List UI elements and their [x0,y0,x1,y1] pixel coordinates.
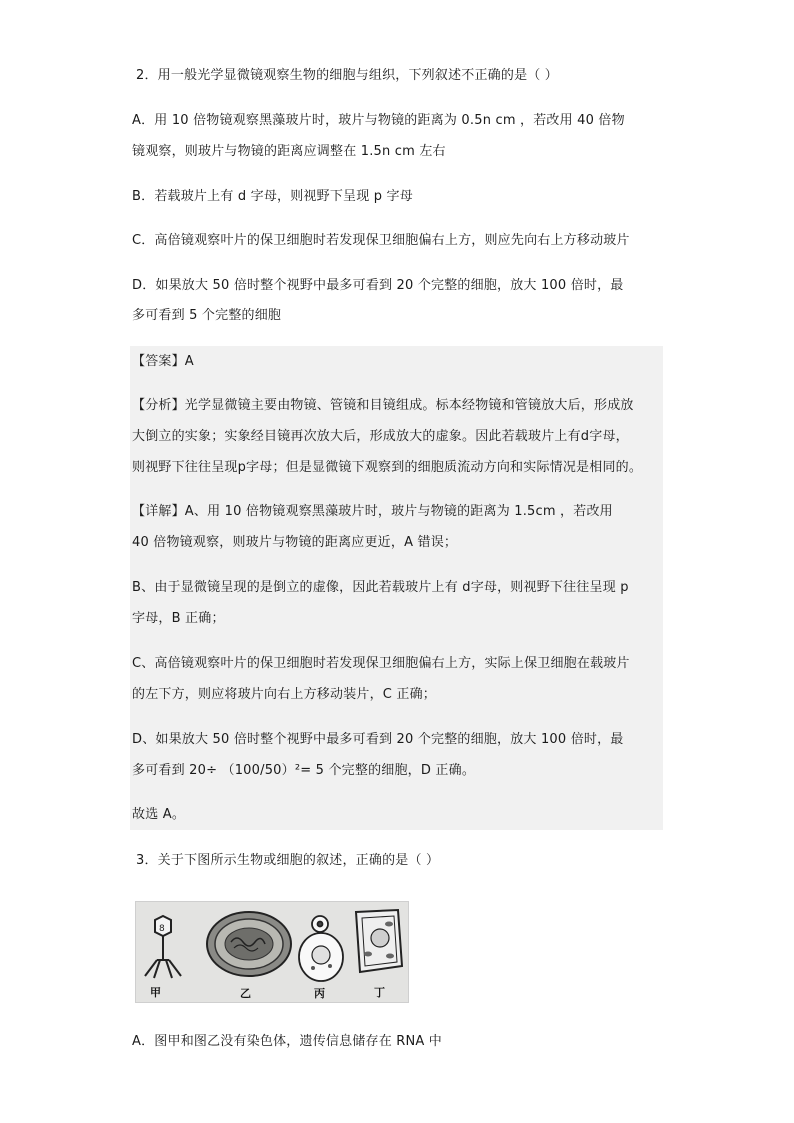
q2-option-d-line2: 多可看到 5 个完整的细胞 [132,308,282,323]
choice-summary: 故选 A。 [132,807,186,822]
bacteriophage-drawing [145,916,181,978]
detail-a-line2: 40 倍物镜观察，则玻片与物镜的距离应更近，A 错误； [132,535,458,550]
detail-b-line1: B、由于显微镜呈现的是倒立的虚像，因此若载玻片上有 d字母，则视野下往往呈现 p [132,580,629,595]
organism-illustrations [136,902,408,1002]
detail-c-line2: 的左下方，则应将玻片向右上方移动装片，C 正确； [132,687,437,702]
svg-text:8: 8 [159,924,165,934]
q2-option-c: C．高倍镜观察叶片的保卫细胞时若发现保卫细胞偏右上方，则应先向右上方移动玻片 [132,233,630,248]
yeast-drawing [299,916,343,981]
q3-option-a: A．图甲和图乙没有染色体，遗传信息储存在 RNA 中 [132,1034,443,1049]
figure-label-jia: 甲 [150,986,161,999]
detail-b-line2: 字母，B 正确； [132,611,225,626]
analysis-line3: 则视野下往往呈现p字母；但是显微镜下观察到的细胞质流动方向和实际情况是相同的。 [132,460,643,475]
q2-option-a-line2: 镜观察，则玻片与物镜的距离应调整在 1.5n cm 左右 [132,144,446,159]
organism-figure [135,901,409,1003]
detail-a-line1: 【详解】A、用 10 倍物镜观察黑藻玻片时，玻片与物镜的距离为 1.5cm ，若改用 [132,504,613,519]
q2-stem: 2．用一般光学显微镜观察生物的细胞与组织，下列叙述不正确的是（ ） [136,68,559,83]
q2-option-b: B．若载玻片上有 d 字母，则视野下呈现 p 字母 [132,189,413,204]
answer-label: 【答案】A [132,354,194,369]
detail-c-line1: C、高倍镜观察叶片的保卫细胞时若发现保卫细胞偏右上方，实际上保卫细胞在载玻片 [132,656,630,671]
analysis-line1: 【分析】光学显微镜主要由物镜、管镜和目镜组成。标本经物镜和管镜放大后，形成放 [132,398,634,413]
figure-label-yi: 乙 [240,987,251,1000]
figure-label-bing: 丙 [314,987,325,1000]
prokaryote-drawing [207,912,291,976]
detail-d-line1: D、如果放大 50 倍时整个视野中最多可看到 20 个完整的细胞，放大 100 倍时，最 [132,732,624,747]
analysis-line2: 大倒立的实象；实象经目镜再次放大后，形成放大的虚象。因此若载玻片上有d字母， [132,429,629,444]
plant-cell-drawing [356,910,402,972]
q2-option-d-line1: D．如果放大 50 倍时整个视野中最多可看到 20 个完整的细胞，放大 100 倍时，最 [132,278,624,293]
detail-d-line2: 多可看到 20÷ （100/50）²= 5 个完整的细胞，D 正确。 [132,763,476,778]
q2-option-a-line1: A．用 10 倍物镜观察黑藻玻片时，玻片与物镜的距离为 0.5n cm ，若改用 40 倍物 [132,113,625,128]
figure-label-ding: 丁 [374,986,385,999]
q3-stem: 3．关于下图所示生物或细胞的叙述，正确的是（ ） [136,853,440,868]
